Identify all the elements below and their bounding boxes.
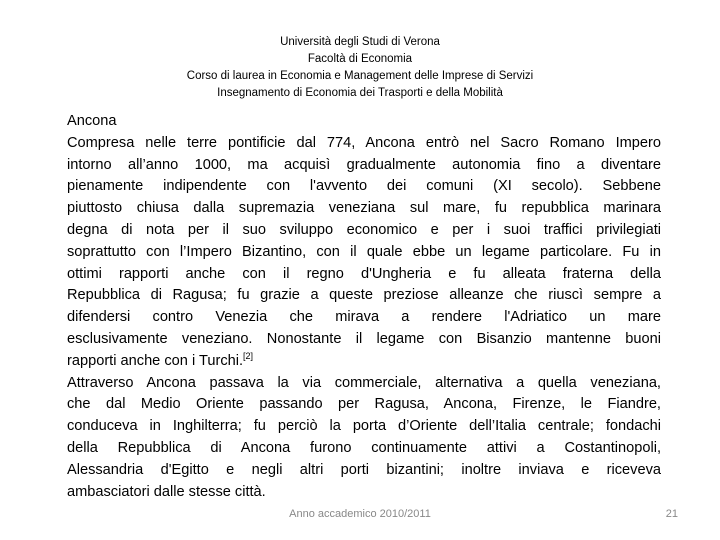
- text-line: [67, 307, 661, 329]
- text-line: [67, 220, 661, 242]
- text-line-content: pienamente indipendente con l'avvento dei comuni (XI secolo). Sebbene: [67, 178, 661, 195]
- text-line: [67, 198, 661, 220]
- text-line: [67, 176, 661, 198]
- page-number: 21: [665, 508, 678, 520]
- text-line-content: ottimi rapporti anche con il regno d'Ungheria e fu alleata fraterna della: [67, 265, 661, 282]
- section-title: Ancona: [67, 113, 117, 129]
- text-line: [67, 155, 661, 177]
- header-university: Università degli Studi di Verona: [280, 36, 440, 48]
- header-course: Corso di laurea in Economia e Management delle Imprese di Servizi: [186, 70, 534, 82]
- text-line-content: Compresa nelle terre pontificie dal 774, Ancona entrò nel Sacro Romano Impero: [67, 134, 661, 151]
- text-line: [67, 264, 661, 286]
- text-line: [67, 416, 661, 438]
- text-line-content: degna di nota per il suo sviluppo economico e per i suoi traffici privilegiati: [67, 221, 661, 238]
- text-line-content: Repubblica di Ragusa; fu grazie a queste preziose alleanze che riuscì sempre a: [67, 287, 661, 304]
- text-line: [67, 373, 661, 395]
- paragraph-2: [67, 373, 661, 504]
- text-line-content: della Repubblica di Ancona furono continuamente attivi a Costantinopoli,: [67, 439, 661, 456]
- text-line-content: che dal Medio Oriente passando per Ragusa, Ancona, Firenze, le Fiandre,: [67, 396, 661, 413]
- footnote-reference[interactable]: [2]: [243, 350, 254, 361]
- text-line: [67, 133, 661, 155]
- text-line-content: soprattutto con l’Impero Bizantino, con il quale ebbe un legame particolare. Fu in: [67, 243, 661, 260]
- text-line-content: difendersi contro Venezia che mirava a rendere l'Adriatico un mare: [67, 309, 661, 326]
- text-line-content: intorno all’anno 1000, ma acquisì gradualmente autonomia fino a diventare: [67, 156, 661, 173]
- text-line: [67, 285, 661, 307]
- text-line-content: Attraverso Ancona passava la via commerciale, alternativa a quella veneziana,: [67, 374, 661, 391]
- text-line: [67, 242, 661, 264]
- slide-header: [0, 34, 720, 102]
- text-line: [67, 460, 661, 482]
- text-line-content: esclusivamente veneziano. Nonostante il legame con Bisanzio mantenne buoni: [67, 330, 661, 347]
- text-line: [67, 482, 661, 504]
- text-line-content: piuttosto chiusa dalla supremazia veneziana sul mare, fu repubblica marinara: [67, 200, 661, 217]
- text-line-content: rapporti anche con i Turchi.: [67, 352, 244, 369]
- text-line-content: ambasciatori dalle stesse città.: [67, 483, 266, 500]
- text-line-content: conduceva in Inghilterra; fu perciò la porta d’Oriente dell’Italia centrale; fondachi: [67, 418, 661, 435]
- text-line: [67, 438, 661, 460]
- text-line: [67, 394, 661, 416]
- text-line: [67, 329, 661, 351]
- header-subject: Insegnamento di Economia dei Trasporti e della Mobilità: [217, 87, 503, 99]
- footer-academic-year: Anno accademico 2010/2011: [289, 508, 431, 520]
- text-line-content: Alessandria d'Egitto e negli altri porti bizantini; inoltre inviava e riceveva: [67, 461, 661, 478]
- text-line: [67, 351, 661, 373]
- header-faculty: Facoltà di Economia: [307, 53, 413, 65]
- slide-body: [67, 111, 661, 503]
- paragraph-1: [67, 133, 661, 373]
